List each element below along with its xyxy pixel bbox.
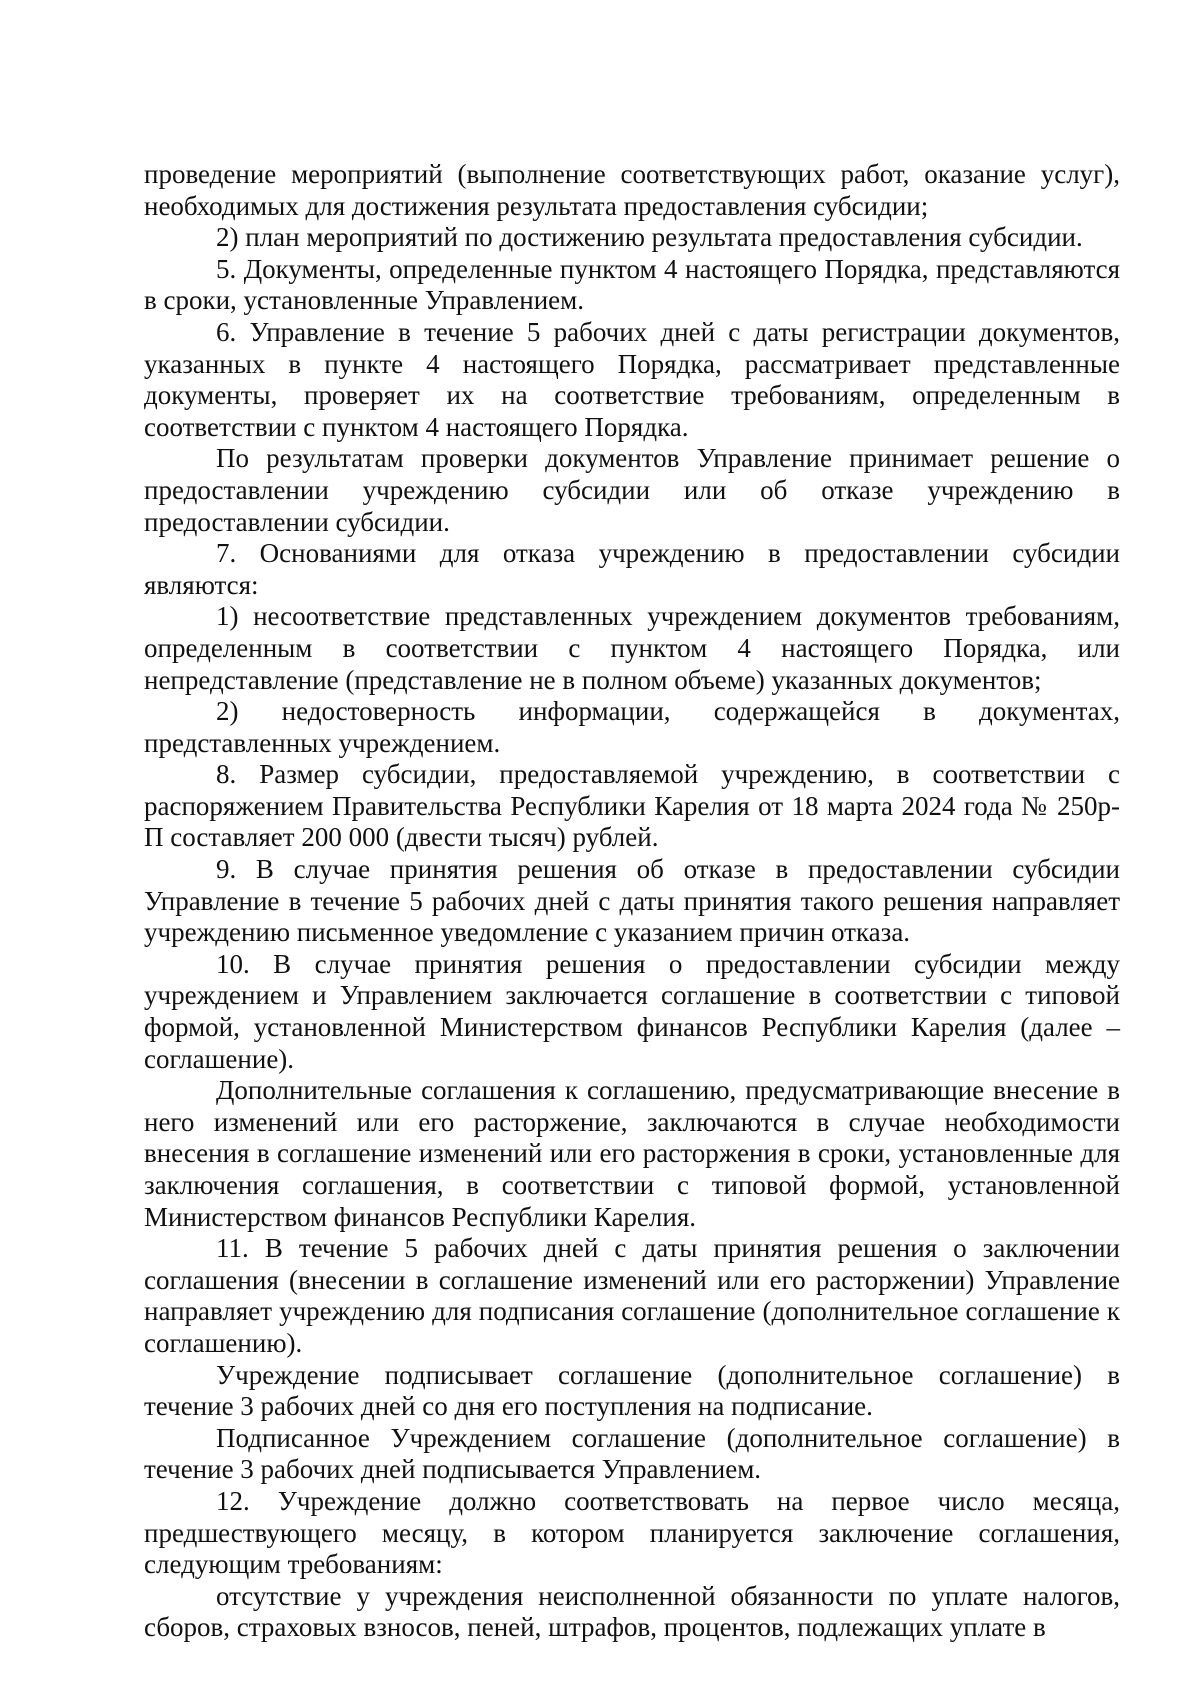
paragraph-9: 9. В случае принятия решения об отказе в предоставлении субсидии Управление в течение 5 рабочих дней с даты принятия такого решения направляет учреждению письменное уведомление с указанием причин отказа. bbox=[144, 854, 1120, 948]
paragraph-6: 6. Управление в течение 5 рабочих дней с даты регистрации документов, указанных в пункте 4 настоящего Порядка, рассматривает представленные документы, проверяет их на соответствие требованиям, определенным в соответствии с пунктом 4 настоящего Порядка. bbox=[144, 316, 1120, 442]
document-body bbox=[144, 159, 1120, 1644]
paragraph-10: 10. В случае принятия решения о предоставлении субсидии между учреждением и Управлением заключается соглашение в соответствии с типовой формой, установленной Министерством финансов Республики Карелия (далее – соглашение). bbox=[144, 948, 1120, 1074]
paragraph-10-additional: Дополнительные соглашения к соглашению, предусматривающие внесение в него изменений или его расторжение, заключаются в случае необходимости внесения в соглашение изменений или его расторжения в сроки, установленные для заключения соглашения, в соответствии с типовой формой, установленной Министерством финансов Республики Карелия. bbox=[144, 1075, 1120, 1232]
paragraph-11-signed: Подписанное Учреждением соглашение (дополнительное соглашение) в течение 3 рабочих дней подписывается Управлением. bbox=[144, 1422, 1120, 1485]
paragraph-11: 11. В течение 5 рабочих дней с даты принятия решения о заключении соглашения (внесении в соглашение изменений или его расторжении) Управление направляет учреждению для подписания соглашение (дополнительное соглашение к соглашению). bbox=[144, 1233, 1120, 1358]
paragraph-8: 8. Размер субсидии, предоставляемой учреждению, в соответствии с распоряжением Правительства Республики Карелия от 18 марта 2024 года № 250р-П составляет 200 000 (двести тысяч) рублей. bbox=[144, 759, 1120, 853]
paragraph-continuation: проведение мероприятий (выполнение соответствующих работ, оказание услуг), необходимых для достижения результата предоставления субсидии; bbox=[144, 159, 1120, 221]
paragraph-7-item-2: 2) недостоверность информации, содержащейся в документах, представленных учреждением. bbox=[144, 696, 1120, 758]
paragraph-7-item-1: 1) несоответствие представленных учреждением документов требованиям, определенным в соответствии с пунктом 4 настоящего Порядка, или непредставление (представление не в полном объеме) указанных документов; bbox=[144, 601, 1120, 695]
paragraph-12-requirement: отсутствие у учреждения неисполненной обязанности по уплате налогов, сборов, страховых взносов, пеней, штрафов, процентов, подлежащих уплате в bbox=[144, 1580, 1120, 1643]
paragraph-12: 12. Учреждение должно соответствовать на первое число месяца, предшествующего месяцу, в котором планируется заключение соглашения, следующим требованиям: bbox=[144, 1485, 1120, 1580]
paragraph-11-signing: Учреждение подписывает соглашение (дополнительное соглашение) в течение 3 рабочих дней со дня его поступления на подписание. bbox=[144, 1359, 1120, 1422]
paragraph-7: 7. Основаниями для отказа учреждению в предоставлении субсидии являются: bbox=[144, 538, 1120, 600]
paragraph-5: 5. Документы, определенные пунктом 4 настоящего Порядка, представляются в сроки, установленные Управлением. bbox=[144, 253, 1120, 316]
paragraph-6-decision: По результатам проверки документов Управление принимает решение о предоставлении учреждению субсидии или об отказе учреждению в предоставлении субсидии. bbox=[144, 443, 1120, 537]
paragraph-item-2-plan: 2) план мероприятий по достижению результата предоставления субсидии. bbox=[216, 222, 1083, 253]
